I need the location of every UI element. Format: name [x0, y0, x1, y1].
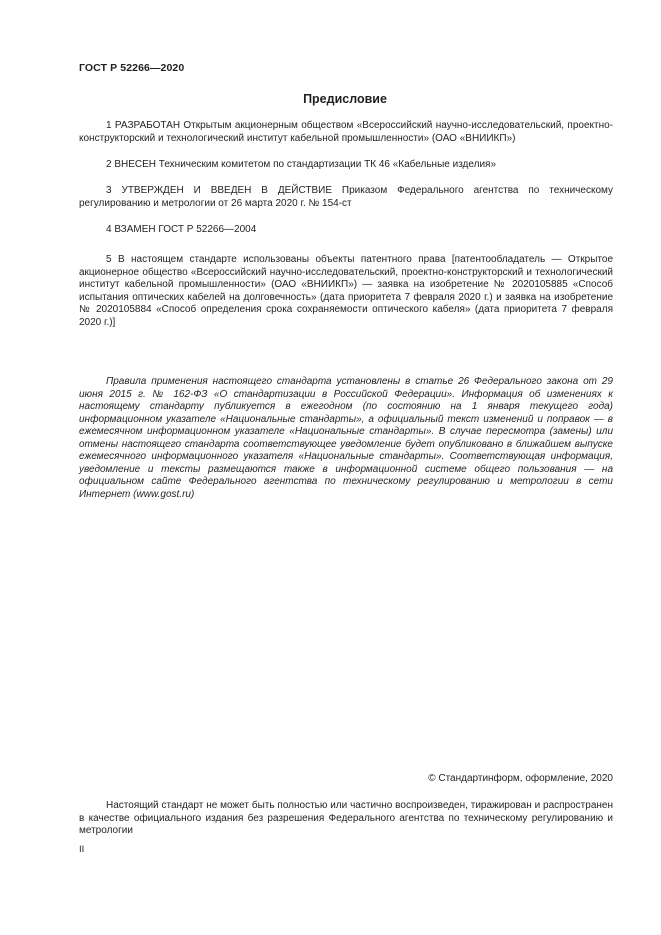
foreword-item-5: 5 В настоящем стандарте использованы объекты патентного права [патентообладатель — Открытое акционерное общество «Всероссийский научно-исследовательский, проектно-конструкторский и технологический институт кабельной промышленности» (ОАО «ВНИИКП») — заявка на изобретение № 2020105885 «Способ испытания оптических кабелей на долговечность» (дата приоритета 7 февраля 2020 г.) и заявка на изобретение № 2020105884 «Способ определения срока сохраняемости оптического кабеля» (дата приоритета 7 февраля 2020 г.)] — [79, 254, 613, 328]
foreword-item-3: 3 УТВЕРЖДЕН И ВВЕДЕН В ДЕЙСТВИЕ Приказом Федерального агентства по техническому регулированию и метрологии от 26 марта 2020 г. № 154-ст — [79, 185, 613, 209]
foreword-item-4: 4 ВЗАМЕН ГОСТ Р 52266—2004 — [106, 224, 257, 235]
document-code: ГОСТ Р 52266—2020 — [79, 62, 185, 74]
page-number: II — [79, 844, 85, 855]
reproduction-notice: Настоящий стандарт не может быть полностью или частично воспроизведен, тиражирован и распространен в качестве официального издания без разрешения Федерального агентства по техническому регулированию и метрологии — [79, 800, 613, 836]
copyright-line: © Стандартинформ, оформление, 2020 — [428, 773, 613, 784]
page-title: Предисловие — [303, 92, 387, 106]
standard-notice: Правила применения настоящего стандарта установлены в статье 26 Федерального закона от 29 июня 2015 г. № 162-ФЗ «О стандартизации в Российской Федерации». Информация об изменениях к настоящему стандарту публикуется в ежегодном (по состоянию на 1 января текущего года) информационном указателе «Национальные стандарты», а официальный текст изменений и поправок — в ежемесячном информационном указателе «Национальные стандарты». В случае пересмотра (замены) или отмены настоящего стандарта соответствующее уведомление будет опубликовано в ближайшем выпуске ежемесячного информационного указателя «Национальные стандарты». Соответствующая информация, уведомление и тексты размещаются также в информационной системе общего пользования — на официальном сайте Федерального агентства по техническому регулированию и метрологии в сети Интернет (www.gost.ru) — [79, 376, 613, 500]
foreword-item-2: 2 ВНЕСЕН Техническим комитетом по стандартизации ТК 46 «Кабельные изделия» — [106, 159, 497, 170]
foreword-item-1: 1 РАЗРАБОТАН Открытым акционерным обществом «Всероссийский научно-исследовательский, проектно-конструкторский и технологический институт кабельной промышленности» (ОАО «ВНИИКП») — [79, 120, 613, 144]
